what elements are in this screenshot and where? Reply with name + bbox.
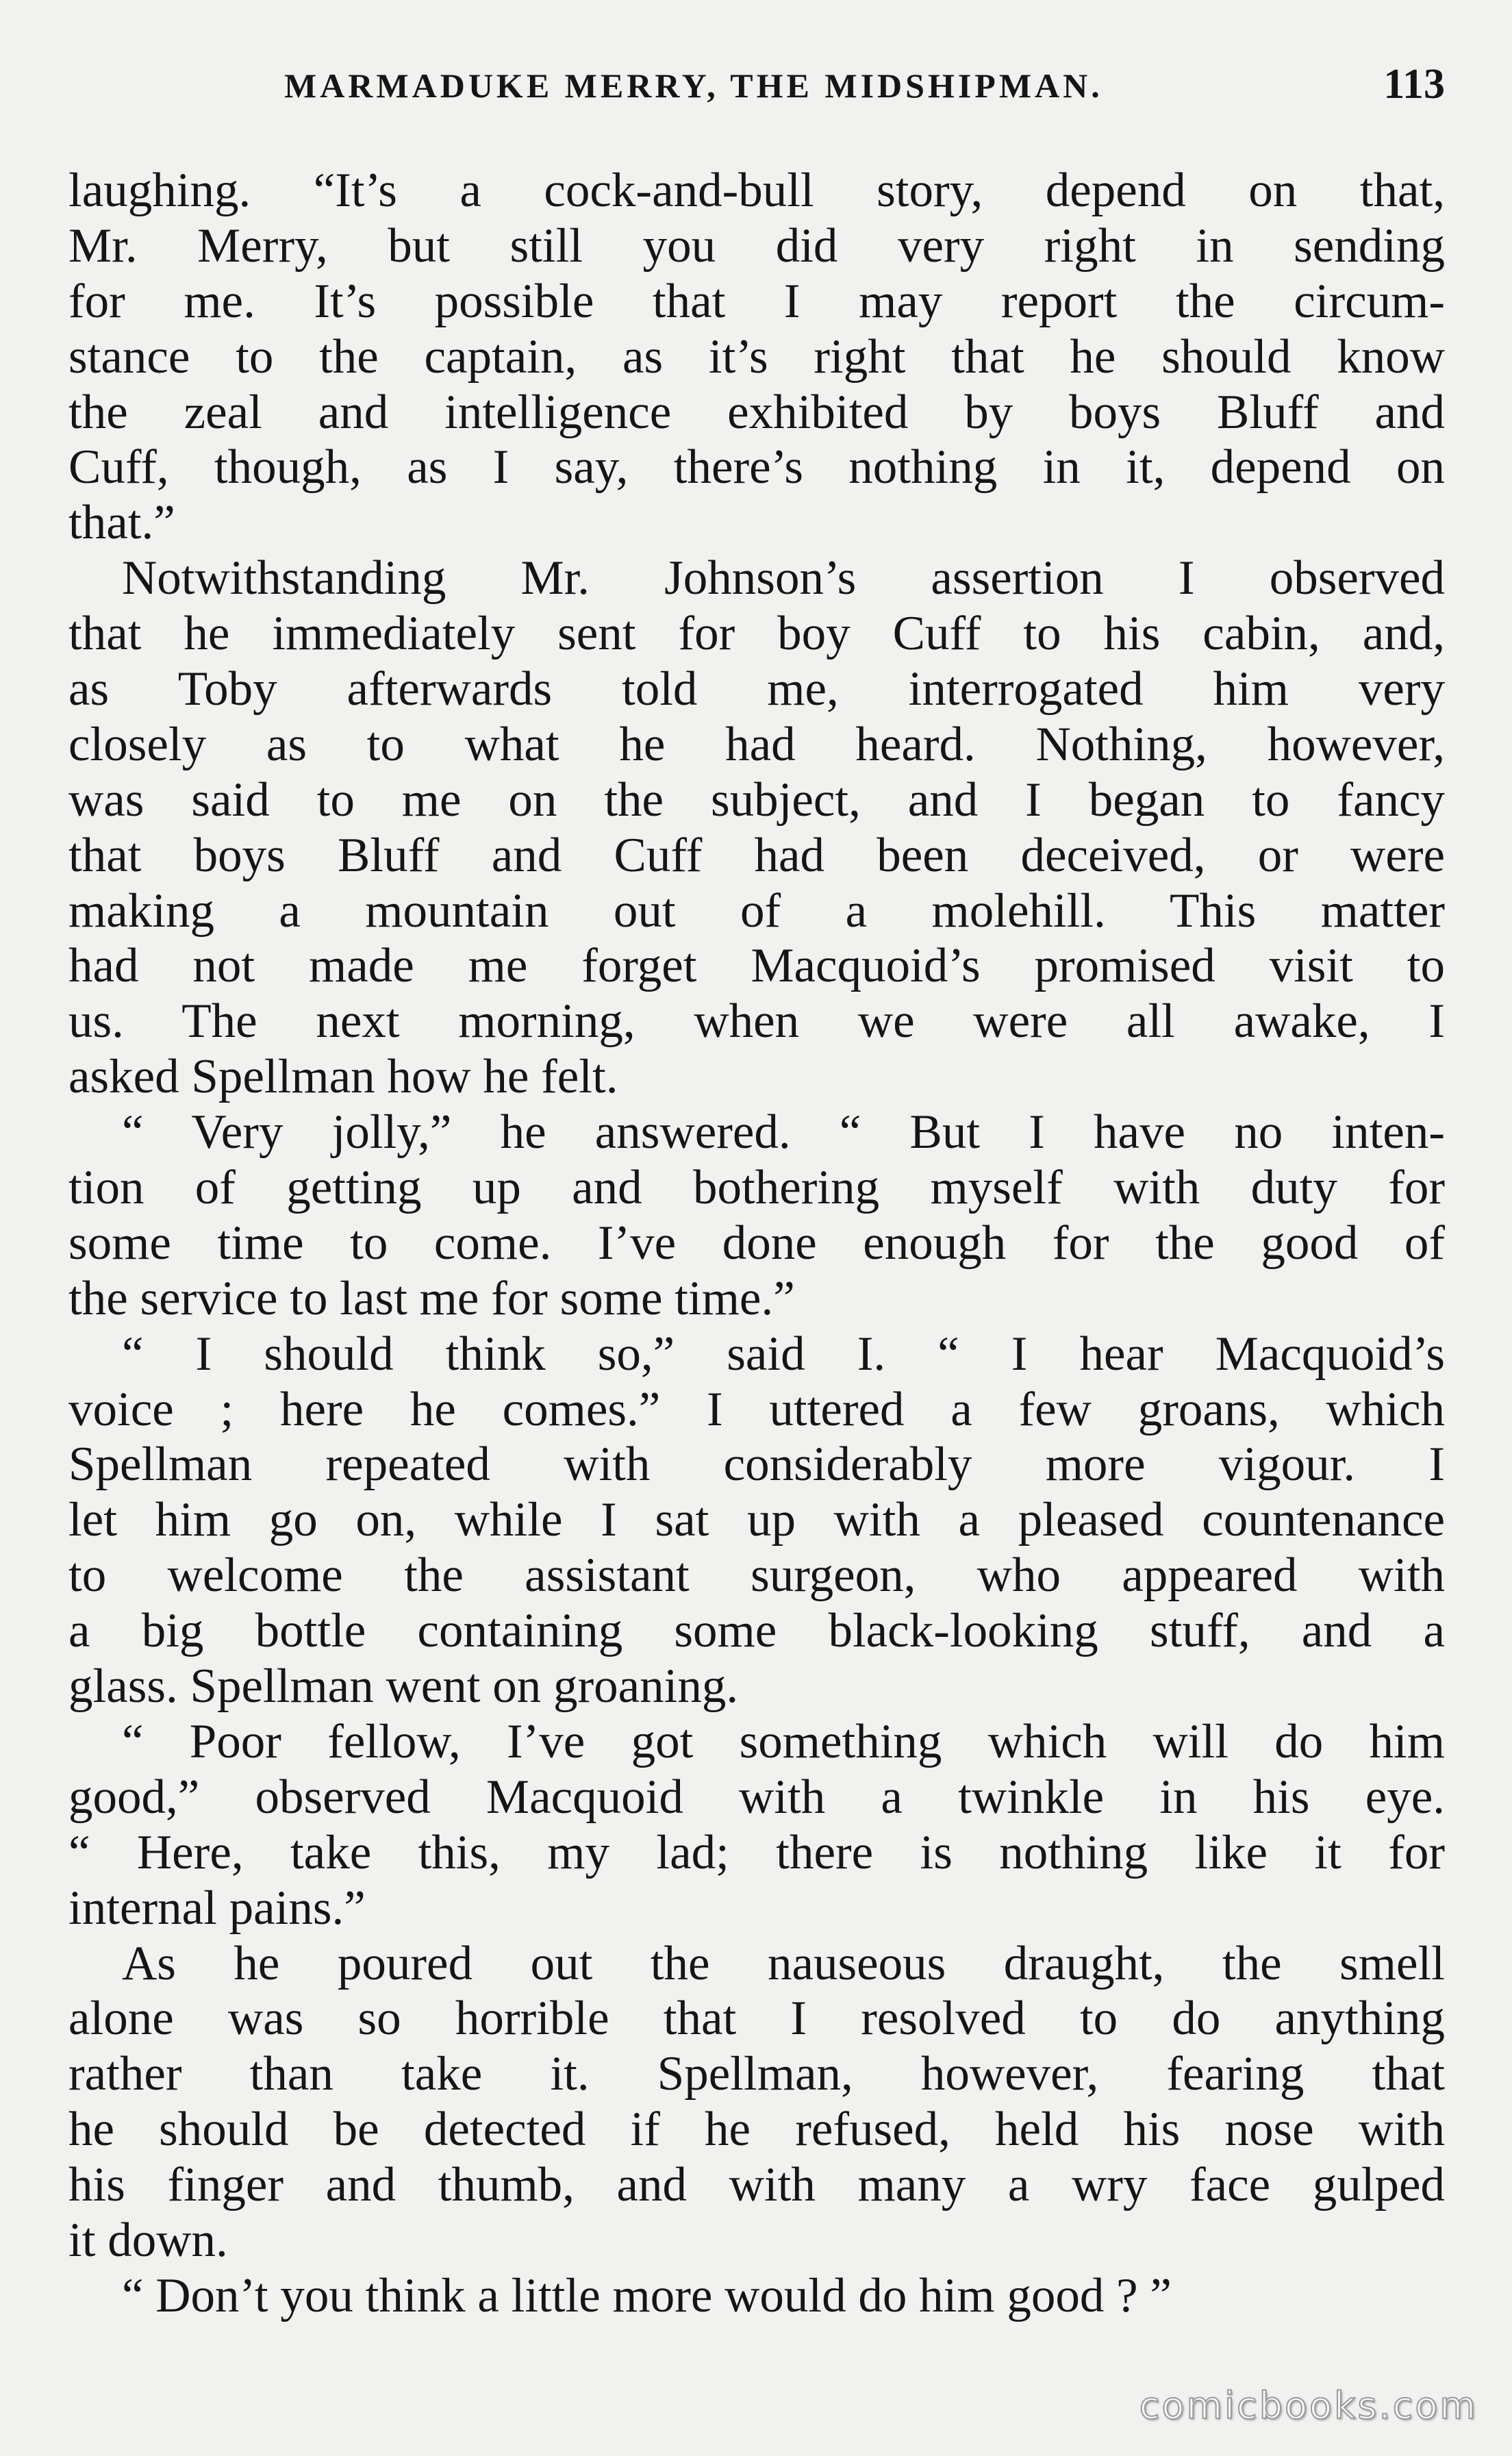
text-line: he should be detected if he refused, held his nose with	[68, 2103, 1445, 2157]
text-line: “ Here, take this, my lad; there is nothing like it for	[68, 1825, 1445, 1879]
watermark: comicbooks.com	[1139, 2384, 1478, 2427]
text-line: it down.	[68, 2213, 228, 2267]
text-line: rather than take it. Spellman, however, fearing that	[68, 2047, 1445, 2101]
text-line: closely as to what he had heard. Nothing, however,	[68, 717, 1445, 771]
paragraph-start: Notwithstanding Mr. Johnson’s assertion I observed	[122, 551, 1445, 605]
text-line: good,” observed Macquoid with a twinkle in his eye.	[68, 1770, 1445, 1824]
text-line: internal pains.”	[68, 1881, 366, 1935]
text-line: the service to last me for some time.”	[68, 1271, 795, 1325]
text-line: alone was so horrible that I resolved to do anything	[68, 1992, 1445, 2046]
paragraph-start: As he poured out the nauseous draught, the smell	[122, 1936, 1445, 1990]
paragraph-start: “ Don’t you think a little more would do him good ? ”	[122, 2268, 1172, 2322]
text-line: as Toby afterwards told me, interrogated him very	[68, 662, 1445, 716]
text-line: the zeal and intelligence exhibited by boys Bluff and	[68, 385, 1445, 439]
text-line: laughing. “It’s a cock-and-bull story, depend on that,	[68, 164, 1445, 217]
text-line: Spellman repeated with considerably more vigour. I	[68, 1438, 1445, 1492]
text-line: that.”	[68, 496, 175, 550]
text-line: Mr. Merry, but still you did very right in sending	[68, 218, 1445, 273]
text-line: was said to me on the subject, and I began to fancy	[68, 773, 1445, 827]
text-line: stance to the captain, as it’s right that he should know	[68, 329, 1445, 384]
paragraph-start: “ Poor fellow, I’ve got something which will do him	[122, 1714, 1445, 1768]
text-line: some time to come. I’ve done enough for the good of	[68, 1216, 1445, 1270]
paragraph-start: “ I should think so,” said I. “ I hear Macquoid’s	[122, 1327, 1445, 1381]
page-number: 113	[1383, 61, 1445, 108]
text-line: making a mountain out of a molehill. This matter	[68, 884, 1445, 938]
text-line: for me. It’s possible that I may report the circum-	[68, 274, 1445, 328]
text-line: Cuff, though, as I say, there’s nothing in it, depend on	[68, 440, 1445, 494]
text-line: let him go on, while I sat up with a pleased countenance	[68, 1493, 1445, 1547]
paragraph-start: “ Very jolly,” he answered. “ But I have no inten-	[122, 1105, 1445, 1160]
text-line: that he immediately sent for boy Cuff to his cabin, and,	[68, 607, 1445, 661]
text-line: tion of getting up and bothering myself with duty for	[68, 1161, 1445, 1215]
text-line: us. The next morning, when we were all awake, I	[68, 994, 1445, 1049]
text-line: his finger and thumb, and with many a wry face gulped	[68, 2158, 1445, 2212]
text-line: to welcome the assistant surgeon, who appeared with	[68, 1549, 1445, 1603]
running-title: MARMADUKE MERRY, THE MIDSHIPMAN.	[284, 66, 1103, 105]
text-line: had not made me forget Macquoid’s promised visit to	[68, 939, 1445, 993]
text-line: glass. Spellman went on groaning.	[68, 1659, 739, 1714]
body-text	[68, 163, 1445, 2324]
text-line: voice ; here he comes.” I uttered a few groans, which	[68, 1382, 1445, 1436]
text-line: asked Spellman how he felt.	[68, 1050, 618, 1104]
text-line: a big bottle containing some black-looking stuff, and a	[68, 1604, 1445, 1658]
page-header	[75, 60, 1445, 115]
text-line: that boys Bluff and Cuff had been deceived, or were	[68, 828, 1445, 882]
